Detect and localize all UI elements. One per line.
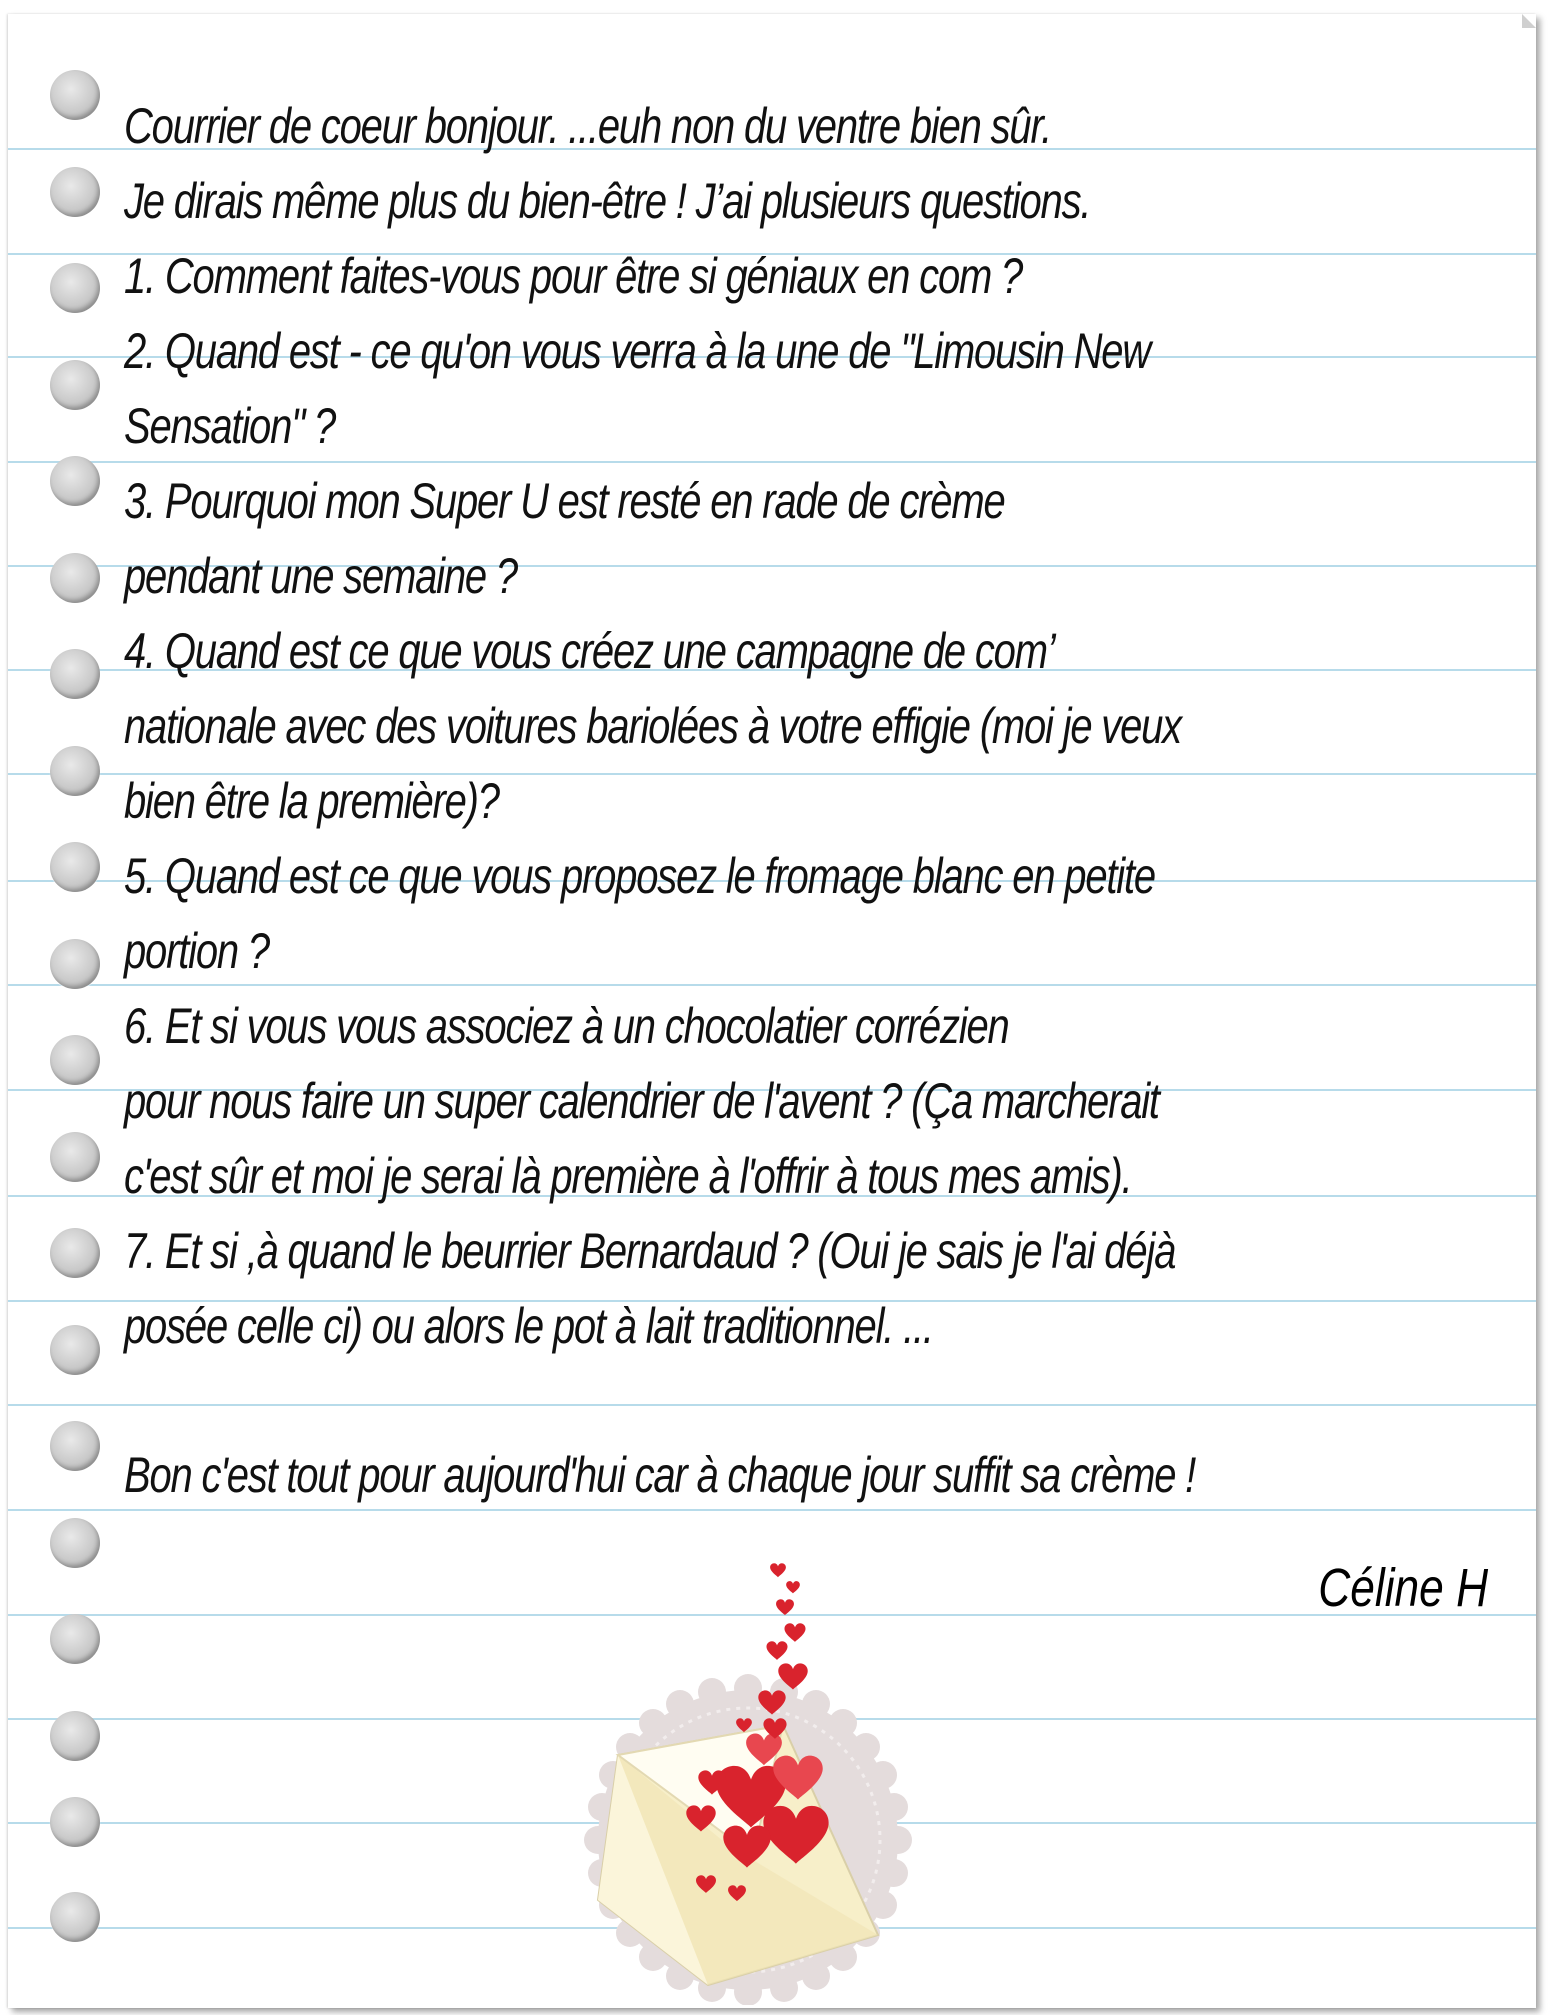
signature: Céline H [1318, 1558, 1488, 1618]
letter-line: portion ? [124, 923, 269, 979]
letter-line: bien être la première)? [124, 773, 499, 829]
letter-line: 1. Comment faites-vous pour être si géniaux en com ? [124, 248, 1023, 304]
binder-hole [50, 1797, 100, 1847]
binder-hole [50, 553, 100, 603]
letter-line: 3. Pourquoi mon Super U est resté en rade de crème [124, 473, 1005, 529]
letter-line: Courrier de coeur bonjour. ...euh non du ventre bien sûr. [124, 98, 1052, 154]
letter-line: 7. Et si ,à quand le beurrier Bernardaud ? (Oui je sais je l'ai déjà [124, 1223, 1176, 1279]
binder-hole [50, 1132, 100, 1182]
letter-line: Je dirais même plus du bien-être ! J’ai plusieurs questions. [124, 173, 1091, 229]
binder-hole [50, 167, 100, 217]
binder-hole [50, 649, 100, 699]
binder-hole [50, 939, 100, 989]
binder-hole [50, 70, 100, 120]
ruled-line [8, 461, 1536, 463]
letter-line: 2. Quand est - ce qu'on vous verra à la une de "Limousin New [124, 323, 1151, 379]
letter-line: c'est sûr et moi je serai là première à l'offrir à tous mes amis). [124, 1148, 1132, 1204]
binder-hole [50, 746, 100, 796]
letter-line: posée celle ci) ou alors le pot à lait traditionnel. ... [124, 1298, 933, 1354]
letter-line: Sensation" ? [124, 398, 336, 454]
binder-hole [50, 1892, 100, 1942]
letter-line: pour nous faire un super calendrier de l'avent ? (Ça marcherait [124, 1073, 1159, 1129]
binder-hole [50, 842, 100, 892]
binder-hole [50, 1035, 100, 1085]
binder-hole [50, 263, 100, 313]
ruled-line [8, 984, 1536, 986]
ruled-line [8, 1509, 1536, 1511]
binder-hole [50, 1614, 100, 1664]
envelope-with-hearts-icon [578, 1555, 918, 2005]
binder-hole [50, 1711, 100, 1761]
letter-line: nationale avec des voitures bariolées à votre effigie (moi je veux [124, 698, 1181, 754]
binder-hole [50, 1228, 100, 1278]
binder-hole [50, 1518, 100, 1568]
letter-closing: Bon c'est tout pour aujourd'hui car à chaque jour suffit sa crème ! [124, 1447, 1196, 1503]
binder-hole [50, 1421, 100, 1471]
ruled-line [8, 1404, 1536, 1406]
letter-line: 5. Quand est ce que vous proposez le fromage blanc en petite [124, 848, 1155, 904]
binder-hole [50, 456, 100, 506]
letter-line: 4. Quand est ce que vous créez une campagne de com’ [124, 623, 1055, 679]
binder-hole [50, 1325, 100, 1375]
binder-hole [50, 360, 100, 410]
page-corner-fold [1522, 14, 1536, 28]
letter-line: 6. Et si vous vous associez à un chocolatier corrézien [124, 998, 1009, 1054]
letter-line: pendant une semaine ? [124, 548, 517, 604]
